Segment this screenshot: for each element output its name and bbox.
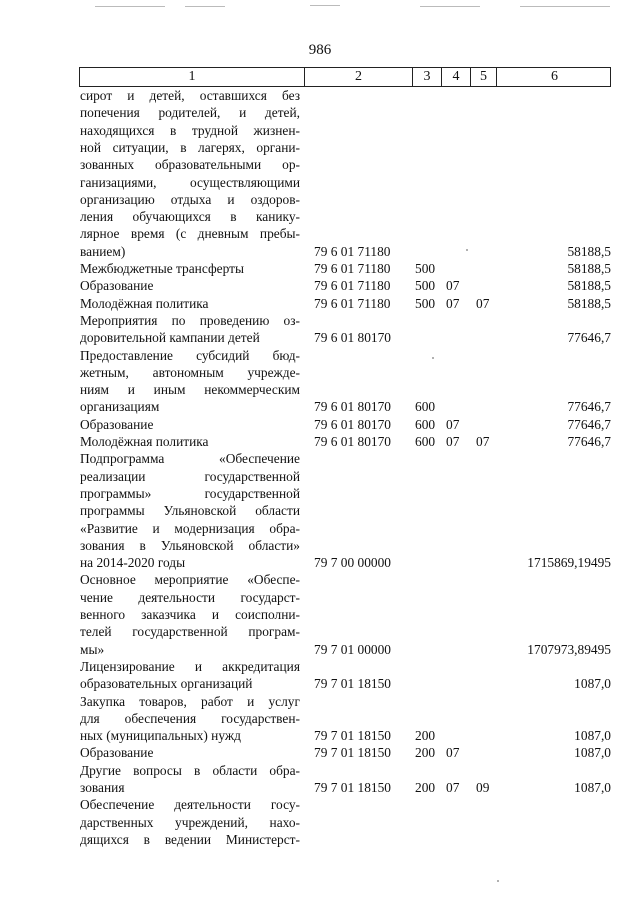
page-number: 986	[308, 42, 332, 58]
row-amount: 1087,0	[574, 780, 611, 795]
row-description: ных (муниципальных) нужд	[80, 728, 241, 743]
row-description: организациям	[80, 399, 160, 414]
row-expense-type: 500	[415, 278, 436, 293]
row-description: Мероприятия по проведению оз-	[80, 313, 300, 328]
row-expense-type: 200	[415, 745, 436, 760]
row-description: зования	[80, 780, 125, 795]
row-description: Межбюджетные трансферты	[80, 261, 244, 276]
row-amount: 1087,0	[574, 728, 611, 743]
row-section: 07	[446, 278, 460, 293]
row-amount: 77646,7	[567, 417, 611, 432]
row-description: Обеспечение деятельности госу-	[80, 797, 300, 812]
row-description: Образование	[80, 278, 154, 293]
row-description: программы Ульяновской области	[80, 503, 300, 518]
row-amount: 1707973,89495	[527, 642, 611, 657]
row-description: Основное мероприятие «Обеспе-	[80, 572, 300, 587]
row-amount: 1715869,19495	[527, 555, 611, 570]
row-target-code: 79 6 01 71180	[314, 244, 391, 259]
row-amount: 77646,7	[567, 330, 611, 345]
row-target-code: 79 7 01 00000	[314, 642, 391, 657]
row-amount: 58188,5	[567, 244, 611, 259]
row-description: попечения родителей, и детей,	[80, 105, 300, 120]
row-description: зованных образовательными ор-	[80, 157, 300, 172]
row-subsection: 07	[476, 434, 490, 449]
row-description: ванием)	[80, 244, 126, 259]
scan-noise	[420, 6, 480, 7]
row-amount: 77646,7	[567, 434, 611, 449]
header-col-1: 1	[188, 69, 196, 84]
row-section: 07	[446, 296, 460, 311]
row-description: «Развитие и модернизация обра-	[80, 521, 300, 536]
row-amount: 58188,5	[567, 261, 611, 276]
row-amount: 1087,0	[574, 745, 611, 760]
row-description: жетным, автономным учрежде-	[80, 365, 300, 380]
scan-noise	[185, 6, 225, 7]
row-description: венного заказчика и соисполни-	[80, 607, 300, 622]
row-section: 07	[446, 745, 460, 760]
header-col-3: 3	[423, 69, 431, 84]
scan-noise	[95, 6, 165, 7]
row-description: зования в Ульяновской области»	[80, 538, 300, 553]
row-target-code: 79 6 01 80170	[314, 330, 391, 345]
row-expense-type: 500	[415, 296, 436, 311]
row-amount: 58188,5	[567, 296, 611, 311]
row-target-code: 79 7 00 00000	[314, 555, 391, 570]
scan-noise	[520, 6, 610, 7]
row-section: 07	[446, 434, 460, 449]
row-target-code: 79 7 01 18150	[314, 676, 391, 691]
row-description: дящихся в ведении Министерст-	[80, 832, 300, 847]
scan-speck	[497, 880, 499, 882]
row-description: Подпрограмма «Обеспечение	[80, 451, 300, 466]
row-description: Образование	[80, 417, 154, 432]
row-description: Другие вопросы в области обра-	[80, 763, 300, 778]
row-target-code: 79 6 01 71180	[314, 261, 391, 276]
row-description: Лицензирование и аккредитация	[80, 659, 300, 674]
row-description: сирот и детей, оставшихся без	[80, 88, 300, 103]
row-target-code: 79 6 01 80170	[314, 417, 391, 432]
row-subsection: 09	[476, 780, 490, 795]
row-description: для обеспечения государствен-	[80, 711, 300, 726]
row-expense-type: 200	[415, 780, 436, 795]
row-description: Закупка товаров, работ и услуг	[80, 694, 300, 709]
scan-noise	[310, 5, 340, 6]
row-description: организацию отдыха и оздоров-	[80, 192, 300, 207]
row-expense-type: 600	[415, 417, 436, 432]
row-section: 07	[446, 780, 460, 795]
row-description: ганизациями, осуществляющими	[80, 175, 300, 190]
row-description: ниям и иным некоммерческим	[80, 382, 300, 397]
row-target-code: 79 6 01 80170	[314, 399, 391, 414]
scan-speck	[432, 357, 434, 359]
row-expense-type: 200	[415, 728, 436, 743]
row-description: чение деятельности государст-	[80, 590, 300, 605]
row-target-code: 79 6 01 80170	[314, 434, 391, 449]
row-description: реализации государственной	[80, 469, 300, 484]
row-expense-type: 500	[415, 261, 436, 276]
row-description: ной ситуации, в лагерях, органи-	[80, 140, 300, 155]
row-expense-type: 600	[415, 434, 436, 449]
row-section: 07	[446, 417, 460, 432]
header-col-6: 6	[551, 69, 558, 84]
row-description: на 2014-2020 годы	[80, 555, 186, 570]
row-description: доровительной кампании детей	[80, 330, 260, 345]
row-description: ления обучающихся в канику-	[80, 209, 300, 224]
row-description: мы»	[80, 642, 105, 657]
row-description: Молодёжная политика	[80, 434, 209, 449]
row-description: программы» государственной	[80, 486, 300, 501]
row-amount: 58188,5	[567, 278, 611, 293]
row-description: Предоставление субсидий бюд-	[80, 348, 300, 363]
row-description: лярное время (с дневным пребы-	[80, 226, 300, 241]
row-description: Образование	[80, 745, 154, 760]
row-target-code: 79 6 01 71180	[314, 278, 391, 293]
row-expense-type: 600	[415, 399, 436, 414]
row-target-code: 79 7 01 18150	[314, 780, 391, 795]
header-col-2: 2	[355, 69, 362, 84]
header-col-5: 5	[480, 69, 487, 84]
row-subsection: 07	[476, 296, 490, 311]
row-amount: 1087,0	[574, 676, 611, 691]
row-target-code: 79 7 01 18150	[314, 728, 391, 743]
row-amount: 77646,7	[567, 399, 611, 414]
row-description: дарственных учреждений, нахо-	[80, 815, 300, 830]
row-target-code: 79 7 01 18150	[314, 745, 391, 760]
row-description: Молодёжная политика	[80, 296, 209, 311]
row-description: находящихся в трудной жизнен-	[80, 123, 300, 138]
row-description: телей государственной програм-	[80, 624, 300, 639]
row-description: образовательных организаций	[80, 676, 253, 691]
header-col-4: 4	[452, 69, 460, 84]
scan-speck	[466, 249, 468, 251]
table-header	[79, 67, 611, 87]
row-target-code: 79 6 01 71180	[314, 296, 391, 311]
